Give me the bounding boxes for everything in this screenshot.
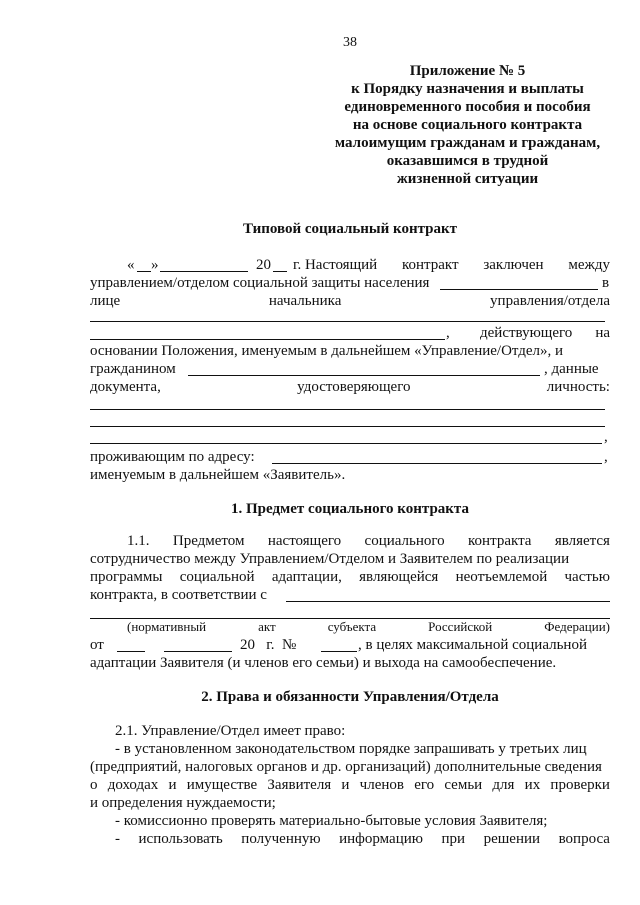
document-title: Типовой социальный контракт bbox=[242, 221, 458, 237]
head-name-blank[interactable] bbox=[90, 321, 605, 322]
department-name-blank[interactable] bbox=[440, 289, 598, 290]
date-day-blank[interactable] bbox=[137, 271, 151, 272]
date-close-quote: » bbox=[151, 257, 159, 273]
legal-act-blank-1[interactable] bbox=[286, 601, 610, 602]
intro-line-2: управлением/отделом социальной защиты населения bbox=[90, 275, 430, 291]
section-1-heading: 1. Предмет социального контракта bbox=[231, 501, 469, 517]
intro-line-4: действующего на bbox=[480, 325, 610, 341]
appendix-line-7: жизненной ситуации bbox=[396, 171, 539, 187]
section-1-line-2: сотрудничество между Управлением/Отделом и Заявителем по реализации bbox=[90, 551, 570, 567]
right-1-line-2: (предприятий, налоговых органов и др. организаций) дополнительные сведения bbox=[90, 759, 602, 775]
acting-comma: , bbox=[446, 325, 450, 341]
document-blank-1[interactable] bbox=[90, 409, 605, 410]
document-blank-2[interactable] bbox=[90, 426, 605, 427]
right-1-line-4: и определения нуждаемости; bbox=[90, 795, 276, 811]
act-year-label: 20 г. № bbox=[240, 637, 297, 653]
head-name-blank-2[interactable] bbox=[90, 339, 445, 340]
intro-line-2-end: в bbox=[602, 275, 610, 291]
act-purpose: , в целях максимальной социальной bbox=[358, 637, 587, 653]
right-1-line-1: - в установленном законодательством порядке запрашивать у третьих лиц bbox=[115, 741, 587, 757]
section-1-line-6: адаптации Заявителя (и членов его семьи) и выхода на самообеспечение. bbox=[90, 655, 557, 671]
date-month-blank[interactable] bbox=[160, 271, 248, 272]
address-end: , bbox=[604, 449, 608, 465]
citizen-end: , данные bbox=[544, 361, 599, 377]
section-2-subheading: 2.1. Управление/Отдел имеет право: bbox=[115, 723, 346, 739]
year-prefix: 20 bbox=[256, 257, 271, 273]
section-1-line-1: 1.1. Предметом настоящего социального контракта является bbox=[127, 533, 610, 549]
act-month-blank[interactable] bbox=[164, 651, 232, 652]
document-blank-3[interactable] bbox=[90, 443, 602, 444]
right-1-line-3: о доходах и имуществе Заявителя и членов его семьи для их проверки bbox=[90, 777, 610, 793]
right-3: - использовать полученную информацию при решении вопроса bbox=[115, 831, 610, 847]
appendix-line-1: Приложение № 5 bbox=[409, 63, 526, 79]
citizen-label: гражданином bbox=[90, 361, 176, 377]
address-blank[interactable] bbox=[272, 463, 602, 464]
document-comma: , bbox=[604, 429, 608, 445]
intro-line-5: основании Положения, именуемым в дальнейшем «Управление/Отдел», и bbox=[90, 343, 564, 359]
right-2: - комиссионно проверять материально-бытовые условия Заявителя; bbox=[115, 813, 548, 829]
intro-line-1: г. Настоящий контракт заключен между bbox=[293, 257, 610, 273]
intro-line-7: документа, удостоверяющего личность: bbox=[90, 379, 610, 395]
legal-act-caption: (нормативный акт субъекта Российской Федерации) bbox=[127, 619, 610, 634]
appendix-line-5: малоимущим гражданам и гражданам, bbox=[334, 135, 601, 151]
appendix-line-3: единовременного пособия и пособия bbox=[344, 99, 591, 115]
year-blank[interactable] bbox=[273, 271, 287, 272]
named-as-applicant: именуемым в дальнейшем «Заявитель». bbox=[90, 467, 346, 483]
act-number-blank[interactable] bbox=[321, 651, 357, 652]
from-label: от bbox=[90, 637, 104, 653]
section-1-line-3: программы социальной адаптации, являющейся неотъемлемой частью bbox=[90, 569, 610, 585]
date-open-quote: « bbox=[127, 257, 135, 273]
appendix-line-4: на основе социального контракта bbox=[352, 117, 583, 133]
appendix-line-2: к Порядку назначения и выплаты bbox=[351, 81, 584, 97]
page-number: 38 bbox=[343, 35, 357, 50]
section-2-heading: 2. Права и обязанности Управления/Отдела bbox=[201, 689, 499, 705]
citizen-name-blank[interactable] bbox=[188, 375, 540, 376]
act-day-blank[interactable] bbox=[117, 651, 145, 652]
address-label: проживающим по адресу: bbox=[90, 449, 255, 465]
appendix-line-6: оказавшимся в трудной bbox=[386, 153, 549, 169]
section-1-line-4: контракта, в соответствии с bbox=[90, 587, 267, 603]
intro-line-3: лице начальника управления/отдела bbox=[90, 293, 610, 309]
